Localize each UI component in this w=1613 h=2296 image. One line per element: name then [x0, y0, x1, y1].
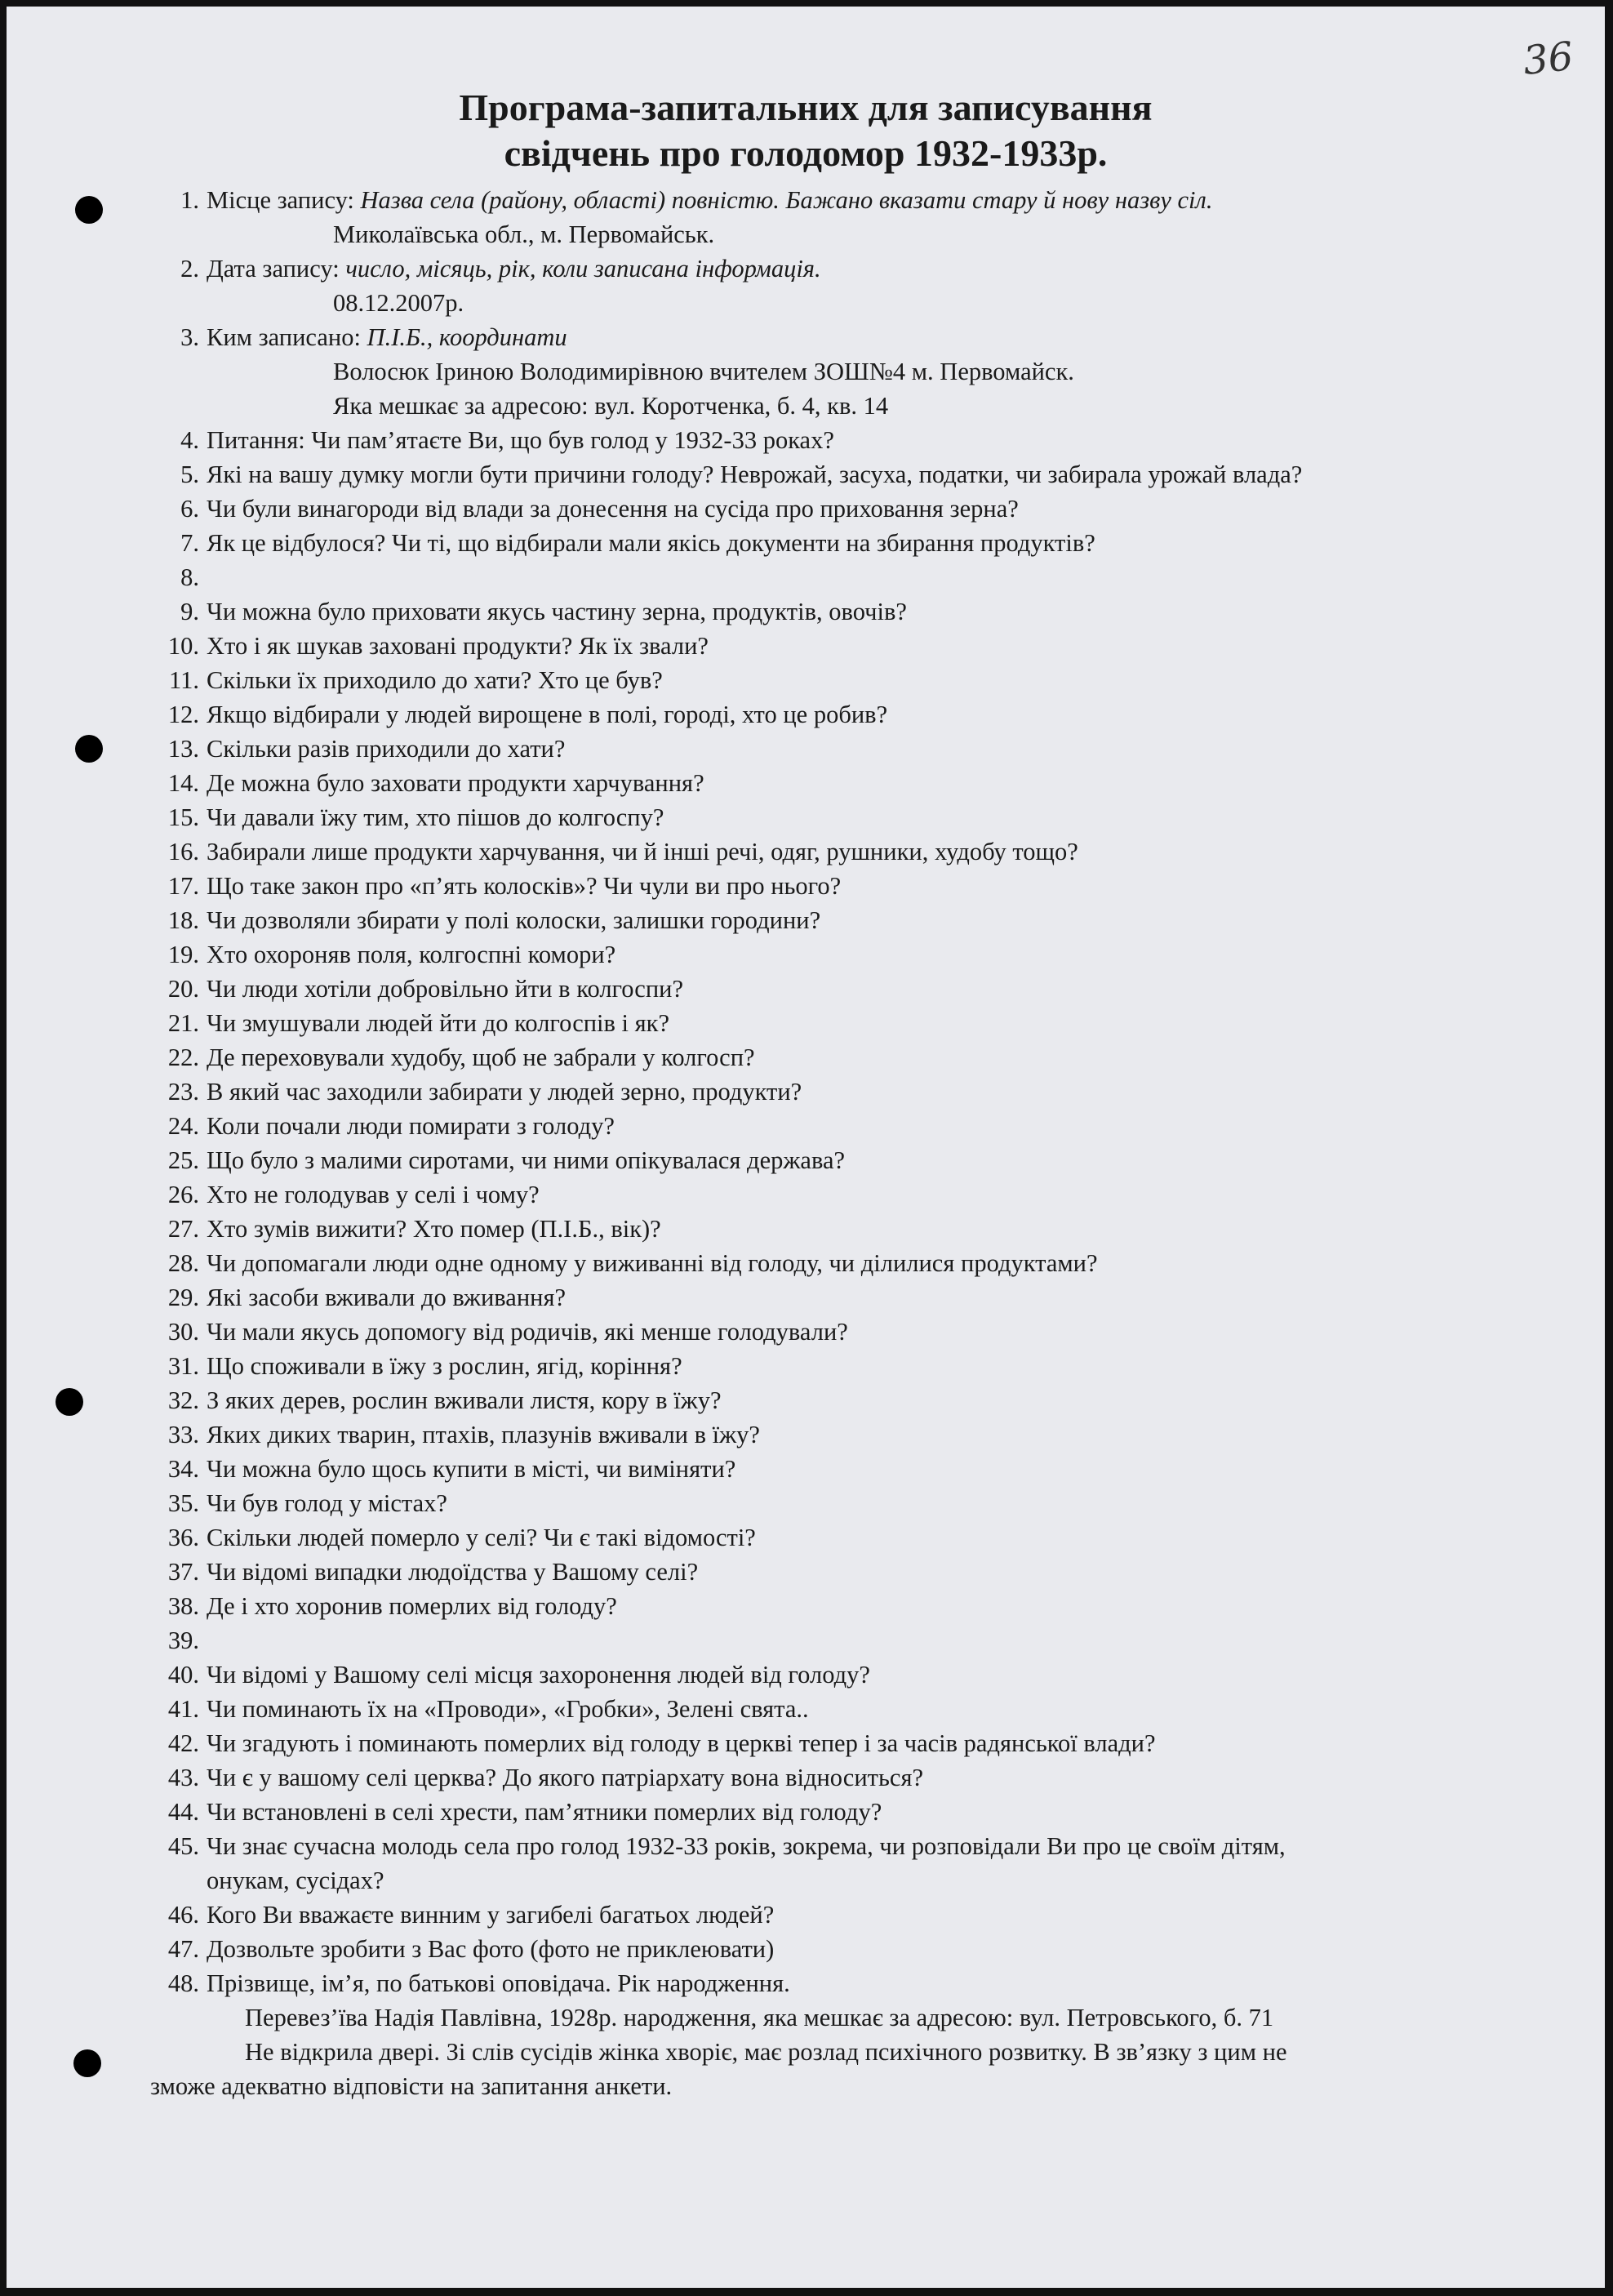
question-label: Що споживали в їжу з рослин, ягід, коріння?: [207, 1352, 682, 1380]
question-number: 15.: [167, 803, 199, 831]
question-number: 32.: [167, 1386, 199, 1414]
question-hint: число, місяць, рік, коли записана інформація.: [345, 255, 821, 283]
question-text: [207, 492, 1019, 526]
question-item: [7, 903, 1605, 937]
question-item: [7, 1452, 1605, 1486]
question-item: [7, 183, 1605, 217]
question-item: [7, 423, 1605, 457]
paper-sheet: [7, 7, 1605, 2288]
question-text: [207, 1795, 882, 1829]
question-label: Хто не голодував у селі і чому?: [207, 1181, 540, 1208]
question-item: [7, 1966, 1605, 2000]
question-label: Хто охороняв поля, колгоспні комори?: [207, 941, 616, 968]
question-item: [7, 1657, 1605, 1692]
question-label: Чи люди хотіли добровільно йти в колгоспи?: [207, 975, 684, 1003]
question-label: Чи згадують і поминають померлих від голоду в церкві тепер і за часів радянської влади?: [207, 1729, 1156, 1757]
question-label: Де переховували худобу, щоб не забрали у колгосп?: [207, 1043, 755, 1071]
narrator-text: Перевез’їва Надія Павлівна, 1928р. народження, яка мешкає за адресою: вул. Петровського, б. 71: [245, 2004, 1274, 2031]
question-text: [207, 594, 907, 629]
question-label: Що було з малими сиротами, чи ними опікувалася держава?: [207, 1146, 846, 1174]
question-item: [7, 560, 1605, 594]
question-item: [7, 1555, 1605, 1589]
question-number: 22.: [167, 1043, 199, 1071]
question-item: [7, 1246, 1605, 1280]
question-text: [207, 937, 615, 972]
question-text: [207, 903, 820, 937]
question-text: [207, 457, 1302, 492]
question-label: Ким записано:: [207, 323, 361, 351]
question-text: [207, 1760, 923, 1795]
note-line: [7, 2035, 1605, 2069]
question-item: [7, 1075, 1605, 1109]
question-item: [7, 1589, 1605, 1623]
answer-line: [7, 217, 1605, 251]
question-item: [7, 1795, 1605, 1829]
question-item: [7, 1349, 1605, 1383]
question-item: [7, 1383, 1605, 1417]
question-text: [207, 1109, 615, 1143]
narrator-info: [7, 2000, 1605, 2035]
question-text: [207, 1486, 447, 1520]
question-label: Питання: Чи пам’ятаєте Ви, що був голод у 1932-33 роках?: [207, 426, 834, 454]
question-number: 5.: [180, 461, 199, 488]
question-text: [207, 1726, 1156, 1760]
question-number: 18.: [167, 906, 199, 934]
answer-text: Яка мешкає за адресою: вул. Коротченка, б. 4, кв. 14: [333, 392, 889, 420]
question-number: 42.: [167, 1729, 199, 1757]
question-text: [207, 972, 683, 1006]
question-label: Чи були винагороди від влади за донесення на сусіда про приховання зерна?: [207, 495, 1019, 523]
question-label: Дозвольте зробити з Вас фото (фото не приклеювати): [207, 1935, 775, 1963]
question-label: Дата запису:: [207, 255, 340, 283]
question-number: 7.: [180, 529, 199, 557]
question-text: [207, 1898, 774, 1932]
question-text: [207, 183, 1212, 217]
question-item: [7, 492, 1605, 526]
answer-line: [7, 389, 1605, 423]
question-item: [7, 766, 1605, 800]
question-label: Кого Ви вважаєте винним у загибелі багатьох людей?: [207, 1901, 775, 1929]
question-item: [7, 1829, 1605, 1863]
question-label: Чи мали якусь допомогу від родичів, які менше голодували?: [207, 1318, 848, 1346]
question-item: [7, 1315, 1605, 1349]
question-text: [207, 1246, 1098, 1280]
question-text: [207, 1075, 802, 1109]
question-label: Де і хто хоронив померлих від голоду?: [207, 1592, 617, 1620]
question-number: 39.: [167, 1626, 199, 1654]
question-number: 11.: [169, 666, 199, 694]
question-number: 29.: [167, 1284, 199, 1311]
question-number: 37.: [167, 1558, 199, 1586]
question-label: Прізвище, ім’я, по батькові оповідача. Рік народження.: [207, 1969, 790, 1997]
question-continuation: [7, 1863, 1605, 1898]
question-text: [207, 1143, 845, 1177]
question-number: 13.: [167, 735, 199, 763]
question-label: Чи встановлені в селі хрести, пам’ятники померлих від голоду?: [207, 1798, 882, 1826]
question-text: [207, 663, 663, 697]
question-item: [7, 834, 1605, 869]
question-label: Хто зумів вижити? Хто помер (П.І.Б., вік)?: [207, 1215, 661, 1243]
question-text: [207, 526, 1095, 560]
question-text: [207, 1692, 809, 1726]
question-number: 25.: [167, 1146, 199, 1174]
question-item: [7, 1932, 1605, 1966]
question-number: 31.: [167, 1352, 199, 1380]
question-number: 21.: [167, 1009, 199, 1037]
question-number: 6.: [180, 495, 199, 523]
note-text: зможе адекватно відповісти на запитання анкети.: [150, 2072, 673, 2100]
question-text: [207, 1520, 756, 1555]
question-label: З яких дерев, рослин вживали листя, кору в їжу?: [207, 1386, 722, 1414]
question-item: [7, 732, 1605, 766]
question-text: [207, 1966, 790, 2000]
question-label: Чи дозволяли збирати у полі колоски, залишки городини?: [207, 906, 821, 934]
question-item: [7, 1726, 1605, 1760]
question-text: [207, 869, 841, 903]
question-number: 27.: [167, 1215, 199, 1243]
answer-text: 08.12.2007р.: [333, 289, 464, 317]
question-label: Скільки їх приходило до хати? Хто це був?: [207, 666, 663, 694]
question-item: [7, 1486, 1605, 1520]
page-title: [7, 85, 1605, 176]
question-label: Чи знає сучасна молодь села про голод 1932-33 років, зокрема, чи розповідали Ви про це своїм дітям,: [207, 1832, 1286, 1860]
question-item: [7, 800, 1605, 834]
question-text: [207, 629, 709, 663]
question-item: [7, 1692, 1605, 1726]
question-text: [207, 1006, 669, 1040]
question-number: 35.: [167, 1489, 199, 1517]
question-number: 40.: [167, 1661, 199, 1689]
question-label: Яких диких тварин, птахів, плазунів вживали в їжу?: [207, 1421, 760, 1448]
question-number: 24.: [167, 1112, 199, 1140]
question-number: 16.: [167, 838, 199, 865]
question-number: 46.: [167, 1901, 199, 1929]
question-number: 20.: [167, 975, 199, 1003]
question-number: 45.: [167, 1832, 199, 1860]
question-number: 14.: [167, 769, 199, 797]
question-number: 4.: [180, 426, 199, 454]
question-item: [7, 972, 1605, 1006]
question-label: Чи можна було приховати якусь частину зерна, продуктів, овочів?: [207, 598, 907, 625]
question-label: В який час заходили забирати у людей зерно, продукти?: [207, 1078, 802, 1106]
question-number: 44.: [167, 1798, 199, 1826]
question-text-continued: онукам, сусідах?: [207, 1867, 384, 1894]
question-item: [7, 1623, 1605, 1657]
question-text: [207, 1417, 760, 1452]
question-text: [207, 1932, 774, 1966]
question-label: Чи відомі у Вашому селі місця захоронення людей від голоду?: [207, 1661, 870, 1689]
question-label: Хто і як шукав заховані продукти? Як їх звали?: [207, 632, 709, 660]
question-item: [7, 937, 1605, 972]
question-text: [207, 1315, 848, 1349]
question-text: [207, 766, 704, 800]
question-item: [7, 594, 1605, 629]
question-item: [7, 1760, 1605, 1795]
question-item: [7, 251, 1605, 286]
question-text: [207, 697, 887, 732]
answer-text: Волосюк Іриною Володимирівною вчителем ЗОШ№4 м. Первомайск.: [333, 358, 1074, 385]
question-number: 38.: [167, 1592, 199, 1620]
question-label: Чи допомагали люди одне одному у виживанні від голоду, чи ділилися продуктами?: [207, 1249, 1098, 1277]
question-label: Скільки разів приходили до хати?: [207, 735, 566, 763]
question-number: 23.: [167, 1078, 199, 1106]
question-number: 43.: [167, 1764, 199, 1791]
question-number: 47.: [167, 1935, 199, 1963]
question-text: [207, 732, 565, 766]
question-item: [7, 697, 1605, 732]
title-line-1: Програма-запитальних для записування: [459, 87, 1153, 128]
note-line: [7, 2069, 1605, 2103]
answer-line: [7, 354, 1605, 389]
question-text: [207, 1280, 566, 1315]
question-number: 48.: [167, 1969, 199, 1997]
question-item: [7, 1280, 1605, 1315]
question-item: [7, 1520, 1605, 1555]
question-text: [207, 1829, 1286, 1863]
question-item: [7, 526, 1605, 560]
question-label: Коли почали люди помирати з голоду?: [207, 1112, 615, 1140]
question-number: 10.: [167, 632, 199, 660]
question-item: [7, 1143, 1605, 1177]
answer-text: Миколаївська обл., м. Первомайськ.: [333, 220, 715, 248]
question-label: Як це відбулося? Чи ті, що відбирали мали якісь документи на збирання продуктів?: [207, 529, 1095, 557]
question-label: Чи можна було щось купити в місті, чи виміняти?: [207, 1455, 736, 1483]
question-text: [207, 1040, 755, 1075]
question-label: Чи давали їжу тим, хто пішов до колгоспу?: [207, 803, 664, 831]
question-hint: Назва села (району, області) повністю. Бажано вказати стару й нову назву сіл.: [360, 186, 1213, 214]
question-item: [7, 320, 1605, 354]
question-text: [207, 1657, 870, 1692]
question-item: [7, 663, 1605, 697]
question-text: [207, 1383, 722, 1417]
page-number: 36: [1521, 33, 1575, 85]
question-label: Які засоби вживали до вживання?: [207, 1284, 567, 1311]
question-number: 33.: [167, 1421, 199, 1448]
question-text: [207, 320, 567, 354]
question-number: 9.: [180, 598, 199, 625]
question-label: Чи змушували людей йти до колгоспів і як?: [207, 1009, 670, 1037]
question-label: Де можна було заховати продукти харчування?: [207, 769, 704, 797]
question-text: [207, 1212, 661, 1246]
question-number: 30.: [167, 1318, 199, 1346]
question-item: [7, 629, 1605, 663]
question-number: 17.: [167, 872, 199, 900]
question-text: [207, 800, 664, 834]
question-item: [7, 1212, 1605, 1246]
question-item: [7, 1177, 1605, 1212]
question-number: 26.: [167, 1181, 199, 1208]
question-text: [207, 1452, 735, 1486]
question-text: [207, 1589, 617, 1623]
question-label: Якщо відбирали у людей вирощене в полі, городі, хто це робив?: [207, 701, 888, 728]
question-number: 19.: [167, 941, 199, 968]
question-number: 8.: [180, 563, 199, 591]
question-label: Чи поминають їх на «Проводи», «Гробки», Зелені свята..: [207, 1695, 809, 1723]
title-line-2: свідчень про голодомор 1932-1933р.: [504, 132, 1108, 174]
question-label: Скільки людей померло у селі? Чи є такі відомості?: [207, 1524, 756, 1551]
question-item: [7, 1006, 1605, 1040]
question-item: [7, 1417, 1605, 1452]
answer-line: [7, 286, 1605, 320]
question-text: [207, 1349, 682, 1383]
question-item: [7, 457, 1605, 492]
question-label: Чи відомі випадки людоїдства у Вашому селі?: [207, 1558, 699, 1586]
question-number: 34.: [167, 1455, 199, 1483]
question-text: [207, 251, 821, 286]
question-label: Чи є у вашому селі церква? До якого патріархату вона відноситься?: [207, 1764, 924, 1791]
question-label: Чи був голод у містах?: [207, 1489, 447, 1517]
question-number: 2.: [180, 255, 199, 283]
question-number: 41.: [167, 1695, 199, 1723]
question-number: 36.: [167, 1524, 199, 1551]
question-label: Забирали лише продукти харчування, чи й інші речі, одяг, рушники, худобу тощо?: [207, 838, 1078, 865]
question-label: Які на вашу думку могли бути причини голоду? Неврожай, засуха, податки, чи забирала урожай влада?: [207, 461, 1303, 488]
question-number: 28.: [167, 1249, 199, 1277]
question-text: [207, 1555, 698, 1589]
question-item: [7, 1109, 1605, 1143]
question-item: [7, 869, 1605, 903]
question-number: 3.: [180, 323, 199, 351]
question-number: 12.: [167, 701, 199, 728]
question-text: [207, 1177, 540, 1212]
question-label: Що таке закон про «п’ять колосків»? Чи чули ви про нього?: [207, 872, 842, 900]
note-text: Не відкрила двері. Зі слів сусідів жінка хворіє, має розлад психічного розвитку. В зв’язку з цим не: [245, 2038, 1287, 2066]
questionnaire-list: [7, 183, 1605, 2103]
question-item: [7, 1898, 1605, 1932]
question-item: [7, 1040, 1605, 1075]
question-label: Місце запису:: [207, 186, 354, 214]
question-text: [207, 834, 1078, 869]
question-hint: П.І.Б., координати: [367, 323, 567, 351]
question-text: [207, 423, 834, 457]
question-number: 1.: [180, 186, 199, 214]
